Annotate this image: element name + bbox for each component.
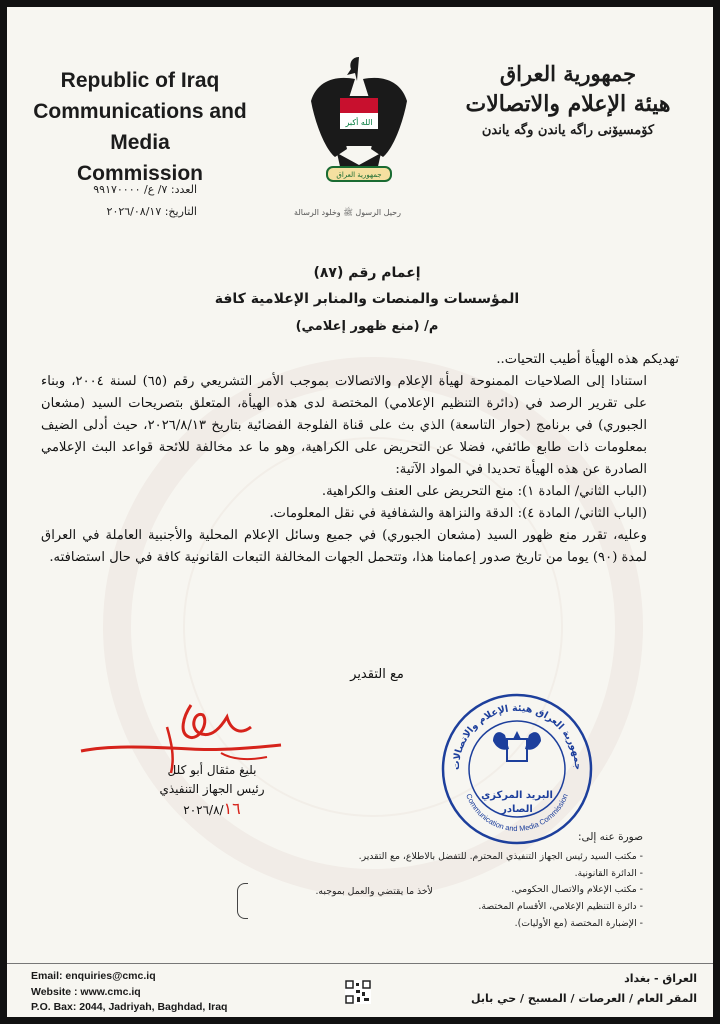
svg-text:الله أكبر: الله أكبر [345, 118, 373, 127]
signer-title: رئيس الجهاز التنفيذي [159, 782, 265, 796]
article-item: (الباب الثاني/ المادة ٤): الدقة والنزاهة والشفافية في نقل المعلومات. [269, 506, 647, 521]
stamp-center-line1: البريد المركزي [481, 790, 553, 801]
arabic-letterhead-line1: جمهورية العراق [499, 61, 637, 86]
circular-number: إعمام رقم (٨٧) [313, 265, 421, 281]
english-letterhead-line: Communications and Media [33, 100, 247, 154]
reference-number: العدد: ٧/ ع/ ٩٩١٧٠٠٠٠ [93, 183, 197, 196]
brace-note: لأخذ ما يقتضي والعمل بموجبه. [315, 886, 433, 897]
stamp-center-text [452, 789, 582, 817]
circular-recipients: المؤسسات والمنصات والمنابر الإعلامية كافة [214, 291, 520, 307]
distribution-list [263, 829, 643, 933]
signer-name: بليغ مثقال أبو كلل [167, 763, 257, 777]
reference-block [47, 179, 197, 223]
distribution-item: - مكتب الإعلام والاتصال الحكومي. [511, 884, 643, 896]
greeting: تهديكم هذه الهيأة أطيب التحيات.. [496, 352, 679, 367]
qr-code-icon [345, 980, 371, 1004]
footer-contact [31, 969, 227, 1016]
stamp-ring-top: جمهورية العراق هيئة الإعلام والاتصالات [450, 702, 584, 771]
english-letterhead [11, 65, 269, 189]
letter-body [41, 349, 679, 569]
distribution-item: - الدائرة القانونية. [574, 867, 643, 879]
decision-paragraph: وعليه، تقرر منع ظهور السيد (مشعان الجبوري) في جميع وسائل الإعلام المحلية والأجنبية العاملة في العراق لمدة (٩٠) يوما من تاريخ صدور إعمامنا هذا، وتتحمل الجهات المخالفة التبعات القانونية كافة في حال استضافته. [41, 528, 647, 565]
stamp-center-line2: الصادر [501, 804, 533, 815]
arabic-letterhead [443, 59, 693, 143]
signer-date [137, 799, 287, 820]
stamp-ring-bottom: Communication and Media Commission [464, 792, 570, 834]
distribution-item: - مكتب السيد رئيس الجهاز التنفيذي المحترم. للتفضل بالاطلاع، مع التقدير. [358, 850, 643, 862]
footer-website: Website : www.cmc.iq [31, 985, 141, 998]
footer-address [417, 969, 697, 1009]
arabic-letterhead-line2: هيئة الإعلام والاتصالات [465, 91, 671, 117]
emblem-caption: جمهورية العراق [336, 171, 382, 179]
english-letterhead-line: Republic of Iraq [60, 69, 220, 92]
signer-block [137, 761, 287, 820]
main-paragraph: استنادا إلى الصلاحيات الممنوحة لهيأة الإعلام والاتصالات بموجب الأمر التشريعي رقم (٦٥) لسنة ٢٠٠٤، وبناء على تقرير الرصد في (دائرة التنظيم الإعلامي) المختصة لدى هذه الهيأة، المتعلق بتصريحات السيد (مشعان الجبوري) في برنامج (حوار التاسعة) الذي بث على قناة الفلوجة الفضائية بتاريخ ٢٠٢٦/٨/١٣، حيث أدلى الضيف بمعلومات ذات طابع طائفي، فضلا عن التحريض على الكراهية، وهو ما عد مخالفة للائحة قواعد البث الإعلامي الصادرة عن هذه الهيأة تحديدا في المواد الآتية: [41, 374, 647, 477]
distribution-item: - دائرة التنظيم الإعلامي، الأقسام المختصة. [478, 901, 643, 913]
footer-divider [7, 963, 713, 964]
closing-line: مع التقدير [350, 667, 404, 682]
article-item: (الباب الثاني/ المادة ١): منع التحريض على العنف والكراهية. [321, 484, 647, 499]
kurdish-letterhead-line: كۆمسيۆنى راگه ياندن وگه ياندن [481, 123, 655, 138]
brace-bracket [237, 883, 248, 919]
reference-date: التاريخ: ٢٠٢٦/٠٨/١٧ [106, 205, 197, 218]
circular-subject: م/ (منع ظهور إعلامي) [295, 319, 439, 334]
footer-email: Email: enquiries@cmc.iq [31, 970, 156, 982]
footer-address-line1: العراق - بغداد [624, 972, 697, 985]
letter-page [7, 7, 713, 1017]
signer-date-day: ١٦ [223, 799, 241, 818]
official-stamp [437, 689, 597, 849]
english-letterhead-line: Commission [76, 162, 204, 185]
eagle-emblem-icon [307, 53, 411, 189]
footer-address-line2: المقر العام / العرصات / المسبح / حي بابل [471, 992, 697, 1005]
motto-line: رحيل الرسول ﷺ وخلود الرسالة [294, 208, 401, 217]
distribution-item: - الإضبارة المختصة (مع الأوليات). [514, 917, 643, 929]
footer-po-box: P.O. Bax: 2044, Jadriyah, Baghdad, Iraq [31, 1001, 228, 1013]
signer-date-prefix: ٢٠٢٦/٨/ [183, 803, 224, 817]
distribution-heading: صورة عنه إلى: [577, 831, 643, 843]
